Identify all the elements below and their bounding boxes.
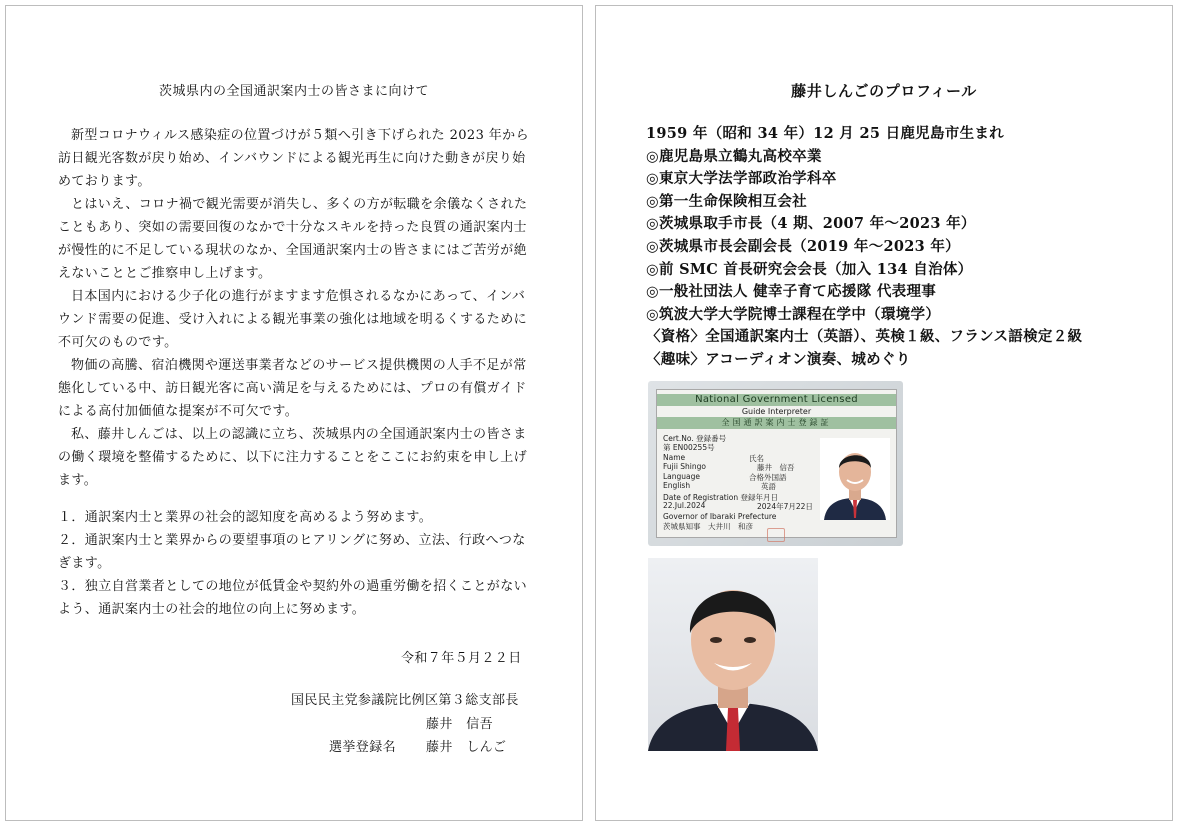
profile-line: ◎筑波大学大学院博士課程在学中（環境学） <box>646 305 941 323</box>
name-en: Fujii Shingo <box>663 462 706 471</box>
name-label: Name <box>663 453 686 462</box>
pledge-item: ２．通訳案内士と業界からの要望事項のヒアリングに努め、立法、行政へつなぎます。 <box>58 533 526 571</box>
registration-date-en: 22.Jul.2024 <box>663 501 706 510</box>
profile-page <box>595 5 1173 821</box>
profile-line: ◎東京大学法学部政治学科卒 <box>646 170 837 188</box>
profile-list <box>646 123 1156 372</box>
profile-line: ◎一般社団法人 健幸子育て応援隊 代表理事 <box>646 283 937 301</box>
language-label: Language <box>663 472 701 481</box>
license-photo <box>820 438 890 520</box>
governor-label: Governor of Ibaraki Prefecture <box>663 512 777 521</box>
letter-paragraph: とはいえ、コロナ禍で観光需要が消失し、多くの方が転職を余儀なくされたこともあり、突如の需要回復のなかで十分なスキルを持った良質の通訳案内士が慢性的に不足している現状のなか、全国通訳案内士の皆さまにはご苦労が絶えないこととご推察申し上げます。 <box>58 197 528 281</box>
license-header: National Government Licensed <box>657 394 896 406</box>
cert-label: Cert.No. 登録番号 <box>663 434 727 443</box>
license-subheader: Guide Interpreter <box>741 407 812 416</box>
language-en: English <box>663 481 691 490</box>
profile-line: 〈趣味〉アコーディオン演奏、城めぐり <box>646 350 911 368</box>
pledge-item: １．通訳案内士と業界の社会的認知度を高めるよう努めます。 <box>58 510 433 525</box>
profile-line: ◎鹿児島県立鶴丸高校卒業 <box>646 147 822 165</box>
letter-paragraph: 日本国内における少子化の進行がますます危惧されるなかにあって、インバウンド需要の促進、受け入れによる観光事業の強化は地域を明るくするために不可欠のものです。 <box>58 289 528 350</box>
pledge-list <box>58 506 536 621</box>
letter-paragraph: 私、藤井しんごは、以上の認識に立ち、茨城県内の全国通訳案内士の皆さまの働く環境を整備するために、以下に注力することをここにお約束を申し上げます。 <box>58 427 528 488</box>
election-name: 藤井 しんご <box>426 740 507 755</box>
profile-line: ◎前 SMC 首長研究会会長（加入 134 自治体） <box>646 260 973 278</box>
letter-paragraph: 新型コロナウィルス感染症の位置づけが５類へ引き下げられた 2023 年から訪日観光客数が戻り始め、インバウンドによる観光再生に向けた動きが戻り始めております。 <box>58 128 529 189</box>
letter-date: 令和７年５月２２日 <box>401 651 522 666</box>
registration-date-label: Date of Registration 登録年月日 <box>663 493 779 502</box>
signature-name: 藤井 信吾 <box>426 717 494 732</box>
language-label-jp: 合格外国語 <box>749 473 787 482</box>
license-card-face <box>656 389 897 538</box>
letter-paragraph: 物価の高騰、宿泊機関や運送事業者などのサービス提供機関の人手不足が常態化している中、訪日観光客に高い満足を与えるためには、プロの有償ガイドによる高付加価値な提案が不可欠です。 <box>58 358 527 419</box>
pledge-item: ３．独立自営業者としての地位が低賃金や契約外の過重労働を招くことがないよう、通訳案内士の社会的地位の向上に努めます。 <box>58 579 528 617</box>
profile-line: ◎茨城県取手市長（4 期、2007 年～2023 年） <box>646 215 976 233</box>
election-label: 選挙登録名 <box>329 740 397 755</box>
cert-number: 第 EN00255号 <box>663 443 715 452</box>
guide-license-card <box>648 381 903 546</box>
profile-line: 〈資格〉全国通訳案内士（英語）、英検１級、フランス語検定２級 <box>646 328 1083 346</box>
signature-org: 国民民主党参議院比例区第３総支部長 <box>291 693 519 708</box>
profile-line: ◎第一生命保険相互会社 <box>646 192 807 210</box>
governor-name: 茨城県知事 大井川 和彦 <box>663 522 753 531</box>
candidate-portrait <box>648 558 818 751</box>
profile-title: 藤井しんごのプロフィール <box>791 82 977 100</box>
profile-line: 1959 年（昭和 34 年）12 月 25 日鹿児島市生まれ <box>646 125 1004 142</box>
name-label-jp: 氏名 <box>749 454 764 463</box>
letter-title: 茨城県内の全国通訳案内士の皆さまに向けて <box>158 84 429 99</box>
license-header-jp: 全国通訳案内士登録証 <box>657 417 896 429</box>
profile-line: ◎茨城県市長会副会長（2019 年～2023 年） <box>646 237 960 255</box>
letter-body <box>58 124 536 492</box>
seal-stamp <box>767 528 785 542</box>
letter-page <box>5 5 583 821</box>
name-jp: 藤井 信吾 <box>757 463 795 472</box>
language-jp: 英語 <box>761 482 776 491</box>
registration-date-jp: 2024年7月22日 <box>757 502 813 511</box>
